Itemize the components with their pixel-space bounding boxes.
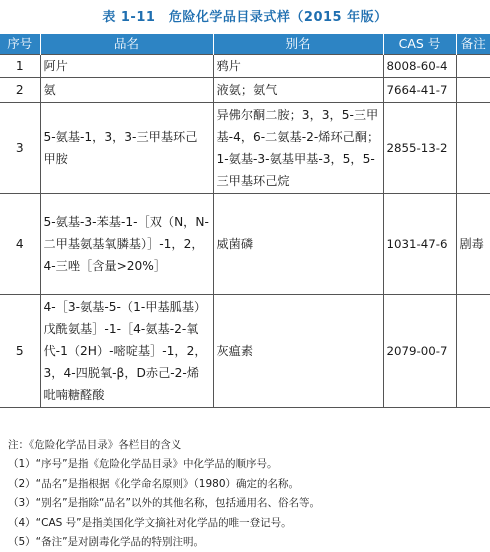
- cell-name: 氨: [40, 78, 213, 103]
- column-header-cas: CAS 号: [383, 34, 456, 55]
- note-item: （2）“品名”是指根据《化学命名原则》（1980）确定的名称。: [8, 477, 300, 490]
- cell-note: [456, 295, 490, 408]
- note-item: （1）“序号”是指《危险化学品目录》中化学品的顺序号。: [8, 458, 278, 471]
- table-row: [0, 55, 490, 78]
- cell-name: 5-氨基-3-苯基-1-［双（N，N-二甲基氨基氧膦基）］-1，2，4-三唑［含量>20%］: [40, 194, 213, 295]
- cell-note: 剧毒: [456, 194, 490, 295]
- cell-no: 4: [0, 194, 40, 295]
- cell-cas: 2079-00-7: [383, 295, 456, 408]
- cell-name: 5-氨基-1，3，3-三甲基环己甲胺: [40, 103, 213, 194]
- cell-no: 5: [0, 295, 40, 408]
- cell-name: 4-［3-氨基-5-（1-甲基胍基）戊酰氨基］-1-［4-氨基-2-氧代-1（2H）-嘧啶基］-1，2，3，4-四脱氧-β，D赤己-2-烯吡喃糖醛酸: [40, 295, 213, 408]
- cell-cas: 7664-41-7: [383, 78, 456, 103]
- cell-alias: 异佛尔酮二胺；3，3，5-三甲基-4，6-二氨基-2-烯环己酮；1-氨基-3-氨基甲基-3，5，5-三甲基环己烷: [213, 103, 383, 194]
- cell-alias: 威菌磷: [213, 194, 383, 295]
- cell-cas: 1031-47-6: [383, 194, 456, 295]
- table-row: [0, 194, 490, 295]
- cell-no: 3: [0, 103, 40, 194]
- note-item: （5）“备注”是对剧毒化学品的特别注明。: [8, 536, 205, 549]
- cell-no: 2: [0, 78, 40, 103]
- cell-alias: 鸦片: [213, 55, 383, 78]
- hazardous-chemicals-table: [0, 34, 490, 408]
- column-header-name: 品名: [40, 34, 213, 55]
- note-item: （3）“别名”是指除“品名”以外的其他名称，包括通用名、俗名等。: [8, 497, 320, 510]
- table-caption: 表 1-11 危险化学品目录式样（2015 年版）: [102, 10, 388, 25]
- note-item: （4）“CAS 号”是指美国化学文摘社对化学品的唯一登记号。: [8, 516, 292, 529]
- table-row: [0, 295, 490, 408]
- cell-note: [456, 103, 490, 194]
- cell-cas: 2855-13-2: [383, 103, 456, 194]
- table-row: [0, 103, 490, 194]
- cell-note: [456, 78, 490, 103]
- notes-heading: 注：《危险化学品目录》各栏目的含义: [8, 439, 182, 451]
- cell-alias: 灰瘟素: [213, 295, 383, 408]
- cell-no: 1: [0, 55, 40, 78]
- table-notes: [8, 436, 484, 552]
- cell-cas: 8008-60-4: [383, 55, 456, 78]
- header-row: [0, 34, 490, 55]
- table-row: [0, 78, 490, 103]
- column-header-alias: 别名: [213, 34, 383, 55]
- column-header-no: 序号: [0, 34, 40, 55]
- cell-alias: 液氨；氨气: [213, 78, 383, 103]
- column-header-note: 备注: [456, 34, 490, 55]
- cell-note: [456, 55, 490, 78]
- cell-name: 阿片: [40, 55, 213, 78]
